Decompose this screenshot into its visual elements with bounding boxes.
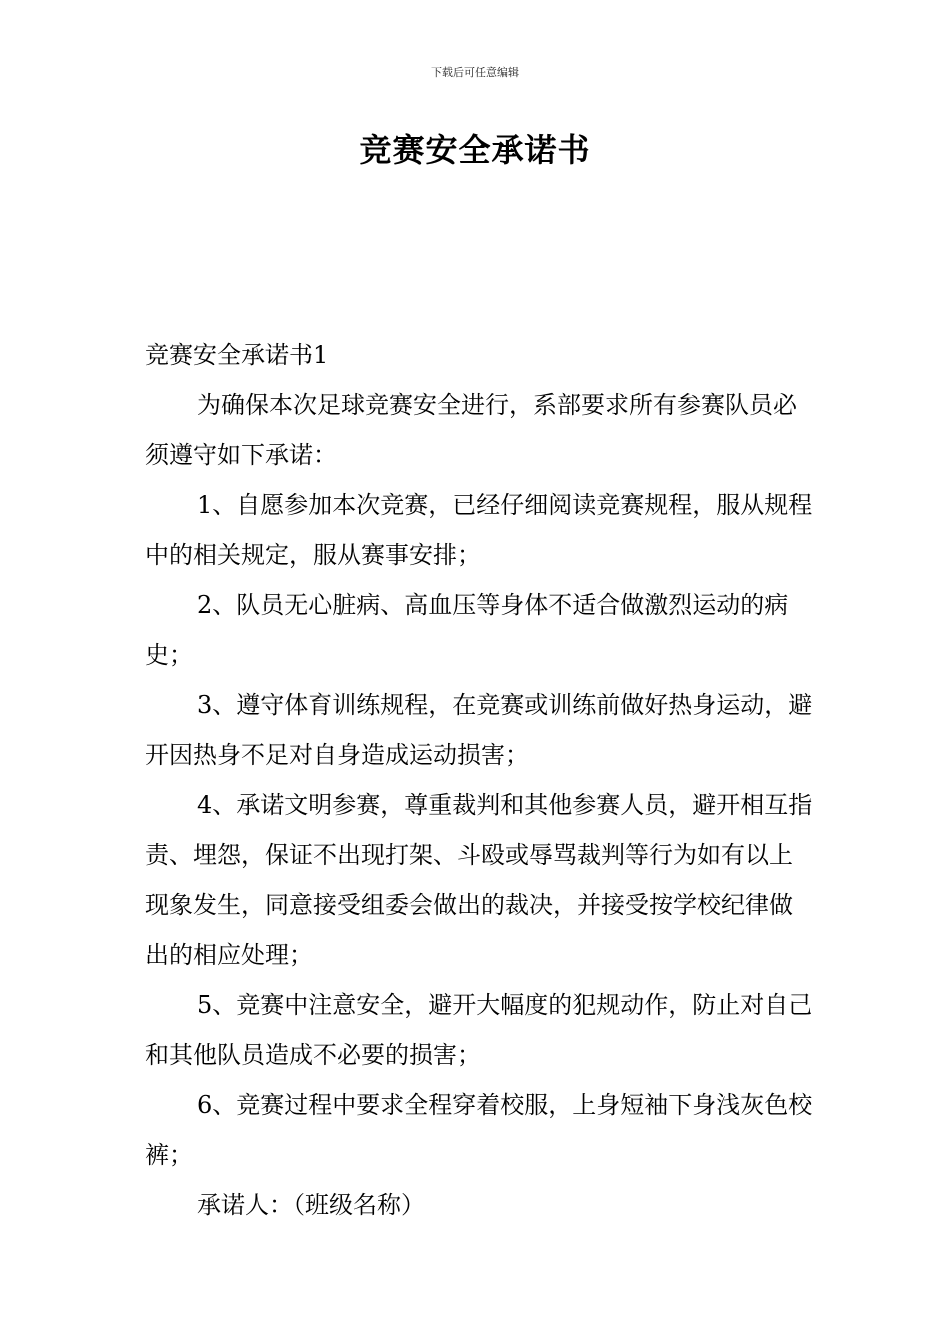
intro-paragraph: 为确保本次足球竞赛安全进行，系部要求所有参赛队员必须遵守如下承诺：	[145, 391, 797, 469]
pledge-item-2: 2、队员无心脏病、高血压等身体不适合做激烈运动的病史；	[145, 591, 789, 669]
pledge-item-3: 3、遵守体育训练规程，在竞赛或训练前做好热身运动，避开因热身不足对自身造成运动损害；	[145, 691, 813, 769]
signature-line: 承诺人：（班级名称）	[197, 1191, 425, 1219]
pledge-item-6: 6、竞赛过程中要求全程穿着校服，上身短袖下身浅灰色校裤；	[145, 1091, 813, 1169]
pledge-item-4: 4、承诺文明参赛，尊重裁判和其他参赛人员，避开相互指责、埋怨，保证不出现打架、斗殴或辱骂裁判等行为如有以上现象发生，同意接受组委会做出的裁决，并接受按学校纪律做出的相应处理；	[145, 791, 813, 969]
pledge-item-1: 1、自愿参加本次竞赛，已经仔细阅读竞赛规程，服从规程中的相关规定，服从赛事安排；	[145, 491, 813, 569]
section-heading: 竞赛安全承诺书1	[145, 341, 329, 369]
document-title: 竞赛安全承诺书	[359, 131, 591, 169]
pledge-item-5: 5、竞赛中注意安全，避开大幅度的犯规动作，防止对自己和其他队员造成不必要的损害；	[145, 991, 813, 1069]
document-body	[145, 330, 815, 1230]
page-header-note: 下载后可任意编辑	[431, 66, 519, 79]
